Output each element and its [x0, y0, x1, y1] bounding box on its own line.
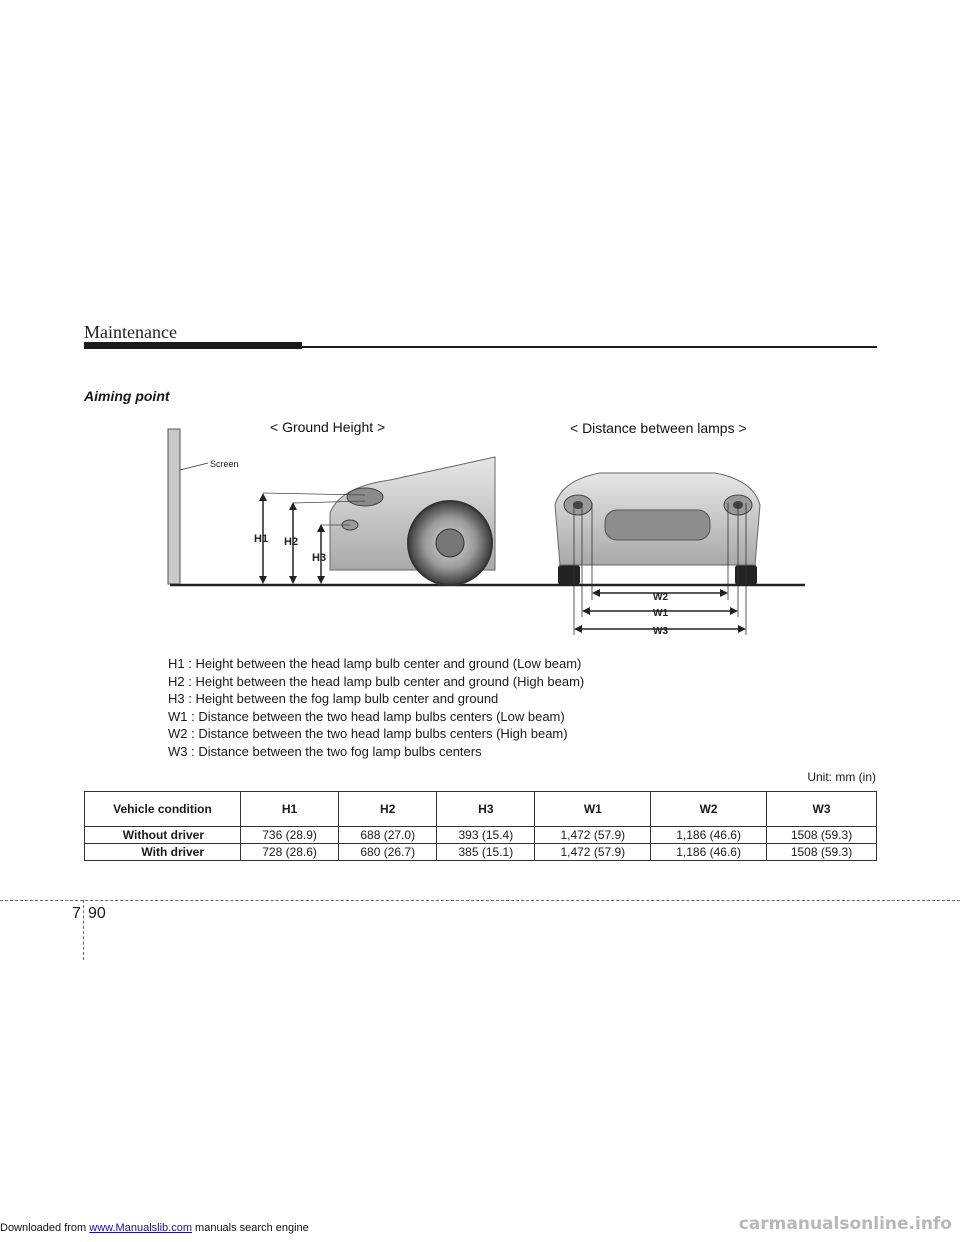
cell-w1: 1,472 (57.9) — [535, 844, 651, 861]
footer-prefix: Downloaded from — [0, 1222, 90, 1234]
cell-w1: 1,472 (57.9) — [535, 827, 651, 844]
chapter-number: 7 — [72, 905, 81, 922]
download-footer — [0, 1222, 309, 1234]
figure-caption-ground-height: < Ground Height > — [270, 419, 386, 435]
cell-h3: 385 (15.1) — [437, 844, 535, 861]
table-header-row — [85, 792, 877, 827]
col-w3: W3 — [767, 792, 877, 827]
aiming-spec-table — [84, 791, 877, 861]
legend-h1: H1 : Height between the head lamp bulb center and ground (Low beam) — [168, 656, 582, 671]
unit-label: Unit: mm (in) — [807, 770, 876, 784]
headlamp-left-bulb — [573, 501, 583, 509]
screen-label: Screen — [210, 459, 239, 469]
cell-h1: 736 (28.9) — [241, 827, 339, 844]
col-vehicle-condition: Vehicle condition — [85, 792, 241, 827]
col-h2: H2 — [339, 792, 437, 827]
front-grille — [605, 510, 710, 540]
cell-w2: 1,186 (46.6) — [651, 844, 767, 861]
page-header-title: Maintenance — [84, 322, 177, 342]
front-tire-left — [558, 565, 580, 585]
aiming-point-diagram — [150, 425, 810, 645]
col-h1: H1 — [241, 792, 339, 827]
section-title: Aiming point — [84, 388, 170, 404]
h1-label: H1 — [254, 533, 269, 545]
col-h3: H3 — [437, 792, 535, 827]
page-footer-rule — [0, 900, 960, 901]
col-w1: W1 — [535, 792, 651, 827]
row-label: Without driver — [85, 827, 241, 844]
h3-label: H3 — [312, 552, 327, 564]
legend-w1: W1 : Distance between the two head lamp bulbs centers (Low beam) — [168, 708, 565, 724]
col-w2: W2 — [651, 792, 767, 827]
cell-w2: 1,186 (46.6) — [651, 827, 767, 844]
cell-h3: 393 (15.4) — [437, 827, 535, 844]
cell-w3: 1508 (59.3) — [767, 844, 877, 861]
w2-label: W2 — [653, 592, 668, 603]
screen-pointer-line — [180, 463, 208, 470]
page-number: 90 — [88, 905, 106, 922]
legend-h2: H2 : Height between the head lamp bulb center and ground (High beam) — [168, 673, 585, 689]
w3-label: W3 — [653, 626, 668, 637]
dimension-legend — [168, 655, 584, 761]
page-number-divider — [83, 900, 84, 960]
footer-suffix: manuals search engine — [191, 1222, 309, 1234]
screen-wall — [168, 429, 180, 584]
h2-label: H2 — [284, 536, 299, 548]
cell-h2: 688 (27.0) — [339, 827, 437, 844]
legend-w2: W2 : Distance between the two head lamp bulbs centers (High beam) — [168, 726, 568, 742]
cell-w3: 1508 (59.3) — [767, 827, 877, 844]
headlamp-side — [347, 488, 383, 506]
w1-label: W1 — [653, 608, 668, 619]
header-rule-thick — [84, 342, 302, 349]
wheel-hub — [436, 529, 464, 557]
manualslib-link[interactable]: www.Manualslib.com — [89, 1222, 192, 1234]
table-row — [85, 844, 877, 861]
legend-h3: H3 : Height between the fog lamp bulb center and ground — [168, 691, 499, 707]
legend-w3: W3 : Distance between the two fog lamp bulbs centers — [168, 743, 482, 759]
site-watermark: carmanualsonline.info — [738, 1214, 952, 1234]
header-rule-thin — [302, 346, 877, 348]
figure-caption-lamp-distance: < Distance between lamps > — [570, 420, 747, 436]
table-row — [85, 827, 877, 844]
row-label: With driver — [85, 844, 241, 861]
cell-h1: 728 (28.6) — [241, 844, 339, 861]
cell-h2: 680 (26.7) — [339, 844, 437, 861]
